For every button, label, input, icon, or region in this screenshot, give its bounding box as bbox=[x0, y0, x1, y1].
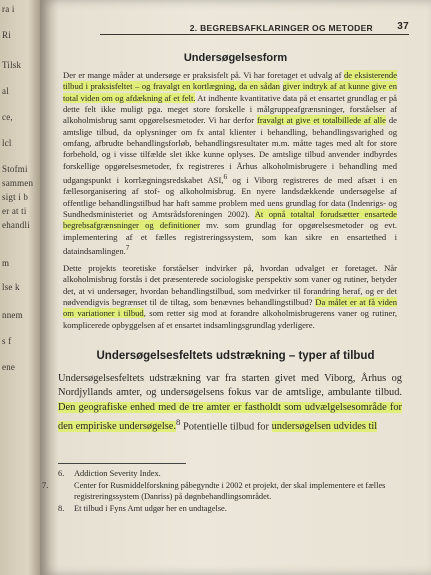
left-page-fragment: nnem bbox=[2, 310, 23, 320]
paragraph bbox=[63, 263, 397, 331]
page-number: 37 bbox=[397, 21, 409, 32]
chapter-title: 2. BEGREBSAFKLARINGER OG METODER bbox=[189, 23, 373, 33]
highlighted-text: At opnå totaltal forudsætter ensartede begrebsafgrænsninger og definitioner bbox=[63, 208, 397, 231]
section-heading: Undersøgelsesform bbox=[183, 52, 288, 64]
left-page-fragment: sigt i b bbox=[2, 192, 29, 202]
highlighted-text: Den geografiske enhed med de tre amter er fastholdt som udvælgelsesområde for den empiriske undersøgelse. bbox=[58, 401, 402, 433]
left-page-fragment: lcl bbox=[2, 138, 12, 148]
highlighted-text: de eksisterende tilbud i praksisfeltet – og fravalgt en kortlægning, da en sådan bbox=[63, 70, 398, 92]
left-page-fragment: ra i bbox=[2, 4, 15, 14]
left-page-fragment: ene bbox=[2, 362, 16, 372]
left-page-fragment: sammen bbox=[2, 178, 34, 188]
highlighted-text: undersøgelsen udvides til bbox=[271, 421, 378, 433]
footnote-text: Addiction Severity Index. bbox=[74, 469, 161, 478]
left-page-fragment: ehandli bbox=[2, 220, 30, 230]
text-run: At indhente kvantitative data på et ensartet grundlag er på dette felt ikke muligt pga. meget store forskelle i målgruppeafgrænsninger, forståelser af alkoholmisbrug samt opgørelsesmetoder. Vi har derfor bbox=[63, 92, 397, 126]
book-page bbox=[40, 0, 431, 575]
highlighted-text: fravalgt at give et totalbillede af alle bbox=[256, 115, 386, 126]
section-heading: Undersøgelsesfeltets udstrækning – typer af tilbud bbox=[96, 350, 375, 362]
left-page-fragment: al bbox=[2, 86, 9, 96]
text-run: Der er mange måder at undersøge er praksisfelt på. Vi har foretaget et udvalg af bbox=[63, 70, 342, 80]
footnote-number: 6. bbox=[58, 469, 65, 478]
text-run: Potentielle tilbud for bbox=[180, 421, 272, 433]
text-run: mv. som grundlag for opgørelsesmetoder og evt. implementering af et fælles registreringssystem, som kan sikre en ensartethed i dataindsamlingen. bbox=[63, 220, 398, 256]
text-run: , som retter sig mod at forandre alkoholmisbrugerens vaner og rutiner, komplicerede opbyggelsen af et ensartet indsamlingsgrundlag yderligere. bbox=[63, 308, 398, 330]
footnote bbox=[58, 503, 402, 514]
text-run: Undersøgelsesfeltets udstrækning var fra starten givet med Viborg, Århus og Nordjyllands amter, og undersøgelsens fokus var de amtslige, ambulante tilbud. bbox=[58, 373, 402, 399]
footnote bbox=[42, 480, 418, 502]
footnote-ref: 7 bbox=[125, 244, 130, 253]
left-page-fragment: ce, bbox=[2, 112, 13, 122]
footnote-ref: 8 bbox=[176, 416, 181, 427]
highlighted-text: Da målet er at få viden om variationer i tilbud bbox=[63, 297, 397, 319]
paragraph bbox=[58, 372, 402, 435]
footnote-text: Et tilbud i Fyns Amt udgør her en undtagelse. bbox=[74, 504, 227, 513]
highlighted-text: giver indtryk af at kunne give en total viden om og afdækning af et felt. bbox=[63, 81, 398, 103]
left-page-fragment: Ri bbox=[2, 30, 11, 40]
left-page-fragment: Tilsk bbox=[2, 60, 22, 70]
left-page-fragment: Stofmi bbox=[2, 164, 28, 174]
paragraph bbox=[63, 70, 397, 257]
footnote-number: 8. bbox=[58, 504, 65, 513]
text-run: de amtslige tilbud, da oplysninger om fx antal klienter i behandling, behandlingsvarighed og omfang, afbrudte behandlingsforløb, behandlingsresultater m.m. måtte tages med alt for store forbehold, og i visse tilfælde slet ikke kunne oplyses. De amtslige tilbud anvender indbyrdes forskellige opgørelsesmetoder, fx registreres i Århus alkoholmisbrugere i behandling med udgangspunkt i korrlægningsredskabet ASI, bbox=[63, 115, 397, 185]
left-page-fragment: er at ti bbox=[2, 206, 27, 216]
text-run: Dette projekts teoretiske forståelser indvirker på, hvordan udvalget er foretaget. Når alkoholmisbrug forstås i det præsenterede sociologiske perspektiv som vaner og rutiner, betyder det, at vi undersøger, hvordan behandlingstilbud, som medvirker til forandring heraf, og er det nødvendigvis begrænset til de tiltag, som benævnes behandlingstilbud? bbox=[63, 263, 397, 308]
left-page-fragment: lse k bbox=[2, 282, 20, 292]
left-page-fragment: s f bbox=[2, 336, 12, 346]
left-page-edge bbox=[0, 0, 40, 575]
footnote-text: Center for Rusmiddelforskning påbegyndte i 2002 et projekt, der skal implementere et fælles registreringssystem (Danriss) på døgnbehandlingsområdet. bbox=[74, 481, 386, 501]
left-page-fragment: m bbox=[2, 258, 10, 268]
footnote-ref: 6 bbox=[223, 173, 228, 182]
footnote-number: 7. bbox=[42, 481, 49, 490]
running-header bbox=[100, 18, 409, 35]
footnote-rule bbox=[58, 463, 186, 464]
text-run: og i Viborg registreres de med afsæt i en fællesorganisering af stof- og alkoholmisbrug. En nyere landsdækkende undersøgelse af offentlige behandlingstilbud har haft samme problem med uens grundlag for data (Indenrigs- og Sundhedsministeriet og Amtsrådsforeningen 2002). bbox=[63, 174, 398, 219]
footnote bbox=[58, 468, 402, 479]
